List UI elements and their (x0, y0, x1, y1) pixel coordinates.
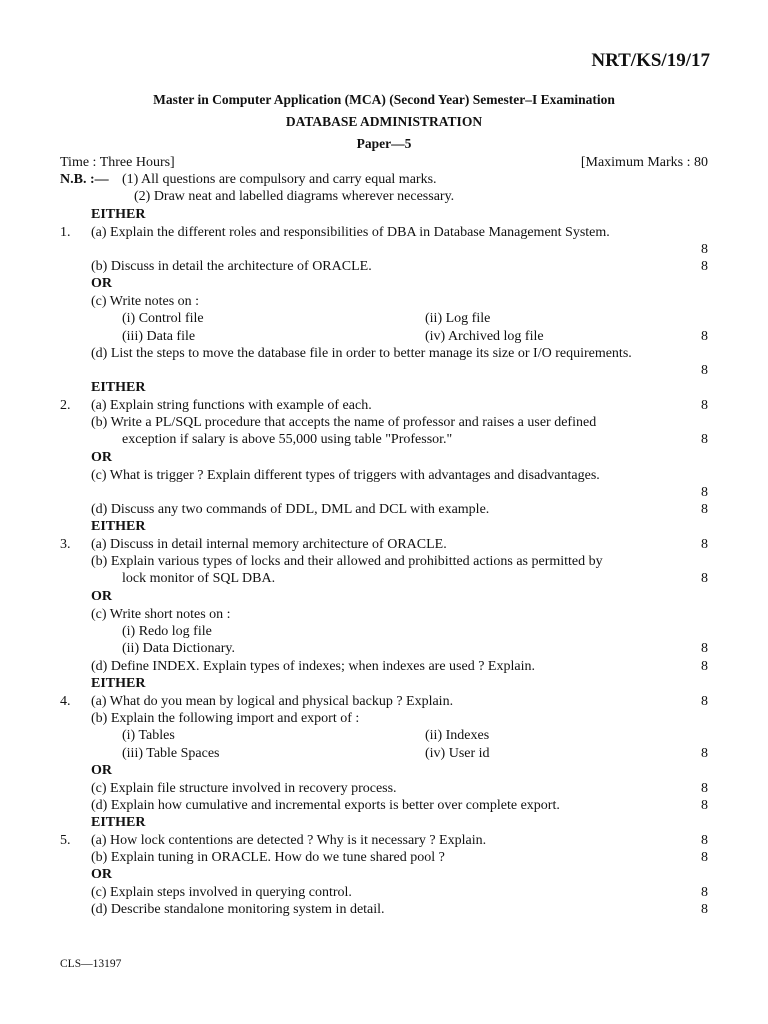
question-part: (c) What is trigger ? Explain different types of triggers with advantages and disadvantages. (91, 468, 600, 483)
question-part: (c) Explain steps involved in querying control. (91, 885, 352, 900)
marks: 8 (701, 798, 708, 813)
question-part: (d) Explain how cumulative and incremental exports is better over complete export. (91, 798, 560, 813)
question-part: (d) Describe standalone monitoring system in detail. (91, 902, 385, 917)
marks: 8 (701, 571, 708, 586)
or-label: OR (91, 867, 112, 882)
sub-item: (iv) Archived log file (425, 329, 544, 344)
question-part: (c) Write short notes on : (91, 607, 231, 622)
question-part: (a) Explain the different roles and responsibilities of DBA in Database Management System. (91, 225, 610, 240)
question-number: 3. (60, 537, 71, 552)
question-part-continued: lock monitor of SQL DBA. (122, 571, 276, 586)
marks: 8 (701, 537, 708, 552)
or-label: OR (91, 589, 112, 604)
or-label: OR (91, 450, 112, 465)
nb-line-2: (2) Draw neat and labelled diagrams wherever necessary. (134, 189, 455, 204)
marks: 8 (701, 902, 708, 917)
question-part: (c) Write notes on : (91, 294, 200, 309)
sub-item: (iii) Data file (122, 329, 196, 344)
marks: 8 (701, 885, 708, 900)
question-part: (d) Discuss any two commands of DDL, DML and DCL with example. (91, 502, 490, 517)
marks: 8 (701, 363, 708, 378)
or-label: OR (91, 763, 112, 778)
marks: 8 (701, 694, 708, 709)
sub-item: (i) Control file (122, 311, 204, 326)
sub-item: (ii) Log file (425, 311, 491, 326)
question-part: (a) Discuss in detail internal memory architecture of ORACLE. (91, 537, 447, 552)
either-label: EITHER (91, 207, 146, 222)
marks: 8 (701, 242, 708, 257)
marks: 8 (701, 329, 708, 344)
question-part: (a) What do you mean by logical and physical backup ? Explain. (91, 694, 454, 709)
sub-item: (i) Redo log file (122, 624, 212, 639)
question-part: (b) Discuss in detail the architecture of ORACLE. (91, 259, 372, 274)
marks: 8 (701, 781, 708, 796)
sub-item: (iv) User id (425, 746, 490, 761)
sub-item: (i) Tables (122, 728, 175, 743)
marks: 8 (701, 398, 708, 413)
either-label: EITHER (91, 815, 146, 830)
question-number: 5. (60, 833, 71, 848)
either-label: EITHER (91, 676, 146, 691)
question-part: (c) Explain file structure involved in recovery process. (91, 781, 397, 796)
marks: 8 (701, 432, 708, 447)
sub-item: (ii) Indexes (425, 728, 490, 743)
subject-title: DATABASE ADMINISTRATION (285, 114, 483, 129)
question-part: (b) Explain tuning in ORACLE. How do we tune shared pool ? (91, 850, 445, 865)
question-number: 2. (60, 398, 71, 413)
marks: 8 (701, 641, 708, 656)
question-number: 1. (60, 225, 71, 240)
question-part: (a) Explain string functions with example of each. (91, 398, 372, 413)
question-part-continued: exception if salary is above 55,000 using table "Professor." (122, 432, 453, 447)
nb-line-1: (1) All questions are compulsory and carry equal marks. (122, 172, 437, 187)
question-part: (b) Explain the following import and export of : (91, 711, 360, 726)
either-label: EITHER (91, 380, 146, 395)
marks: 8 (701, 746, 708, 761)
nb-label: N.B. :— (60, 172, 109, 187)
footer-code: CLS—13197 (60, 958, 122, 970)
sub-item: (ii) Data Dictionary. (122, 641, 235, 656)
paper-code: NRT/KS/19/17 (591, 50, 710, 71)
marks: 8 (701, 485, 708, 500)
or-label: OR (91, 276, 112, 291)
marks: 8 (701, 659, 708, 674)
marks: 8 (701, 833, 708, 848)
question-part: (d) Define INDEX. Explain types of indexes; when indexes are used ? Explain. (91, 659, 535, 674)
marks: 8 (701, 502, 708, 517)
question-number: 4. (60, 694, 71, 709)
question-part: (a) How lock contentions are detected ? Why is it necessary ? Explain. (91, 833, 487, 848)
question-part: (d) List the steps to move the database file in order to better manage its size or I/O requirements. (91, 346, 632, 361)
time-label: Time : Three Hours] (60, 155, 175, 170)
sub-item: (iii) Table Spaces (122, 746, 220, 761)
either-label: EITHER (91, 519, 146, 534)
max-marks-label: [Maximum Marks : 80 (580, 155, 708, 170)
question-part: (b) Write a PL/SQL procedure that accepts the name of professor and raises a user defined (91, 415, 597, 430)
marks: 8 (701, 259, 708, 274)
marks: 8 (701, 850, 708, 865)
paper-number: Paper—5 (356, 136, 412, 151)
exam-title: Master in Computer Application (MCA) (Second Year) Semester–I Examination (153, 92, 615, 107)
question-part: (b) Explain various types of locks and their allowed and prohibitted actions as permitted by (91, 554, 603, 569)
